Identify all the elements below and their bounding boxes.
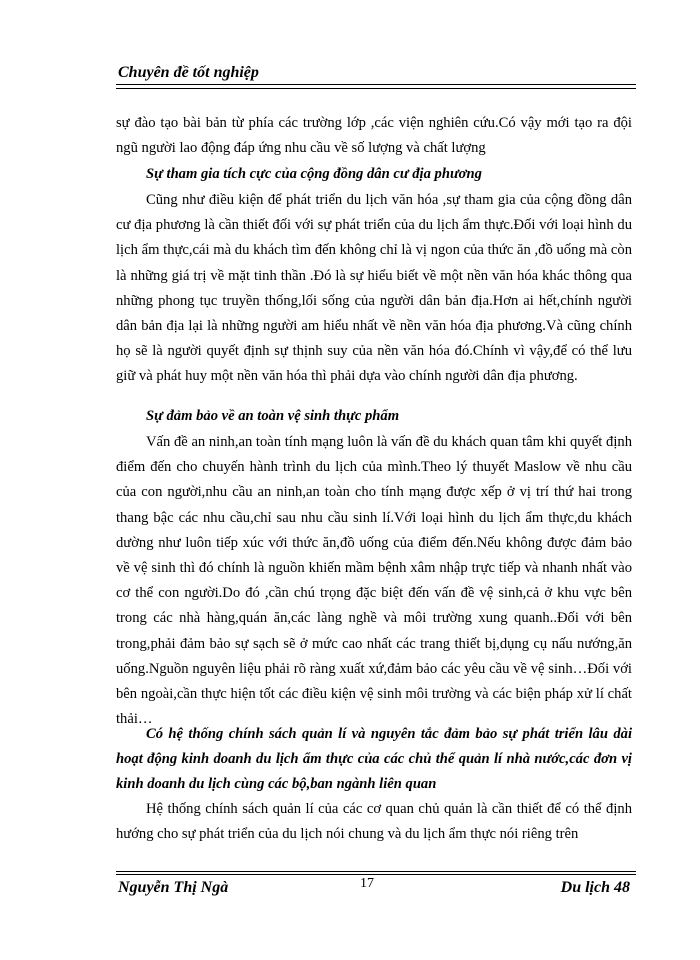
paragraph-community: Cũng như điều kiện để phát triển du lịch văn hóa ,sự tham gia của cộng đồng dân cư địa phương là cần thiết đối với sự phát triển của du lịch ẩm thực.Đối với loại hình du lịch ẩm thực,cái mà du khách tìm đến không chỉ là vị ngon của thức ăn ,đồ uống mà còn là những giá trị về mặt tinh thần .Đó là sự hiểu biết về một nền văn hóa khác thông qua những phong tục truyền thống,lối sống của người dân bản địa.Hơn ai hết,chính người dân bản địa lại là những người am hiểu nhất về nền văn hóa địa phương.Và cũng chính họ sẽ là người quyết định sự thịnh suy của nền văn hóa đó.Chính vì vậy,để có thể lưu giữ và phát huy một nền văn hóa thì phải dựa vào chính người dân địa phương.	[116, 192, 632, 385]
paragraph-intro: sự đào tạo bài bản từ phía các trường lớp ,các viện nghiên cứu.Có vậy mới tạo ra đội ngũ người lao động đáp ứng nhu cầu về số lượng và chất lượng	[116, 115, 632, 157]
page-number: 17	[360, 876, 374, 891]
section-heading-food-safety: Sự đảm bảo về an toàn vệ sinh thực phẩm	[146, 408, 400, 424]
section-heading-policy: Có hệ thống chính sách quản lí và nguyên tắc đảm bảo sự phát triển lâu dài hoạt động kinh doanh du lịch ẩm thực của các chủ thể quản lí nhà nước,các đơn vị kinh doanh du lịch cùng các bộ,ban ngành liên quan	[116, 726, 632, 793]
header-rule-thick	[116, 84, 636, 85]
page-header-title: Chuyên đề tốt nghiệp	[118, 64, 259, 81]
footer-rule-thin	[116, 871, 636, 872]
header-rule-thin	[116, 88, 636, 89]
paragraph-food-safety: Vấn đề an ninh,an toàn tính mạng luôn là vấn đề du khách quan tâm khi quyết định điểm đến cho chuyến hành trình du lịch của mình.Theo lý thuyết Maslow về nhu cầu của con người,nhu cầu an ninh,an toàn cho tính mạng được xếp ở vị trí thứ hai trong thang bậc các nhu cầu,chỉ sau nhu cầu sinh lí.Với loại hình du lịch ẩm thực,du khách dường như luôn tiếp xúc với thức ăn,đồ uống của điểm đến.Nếu không được đảm bảo về vệ sinh thì đó chính là nguồn khiến mầm bệnh xâm nhập trực tiếp và nhanh nhất vào cơ thể con người.Do đó ,cần chú trọng đặc biệt đến vấn đề vệ sinh,cả ở khu vực bên trong các nhà hàng,quán ăn,các làng nghề và môi trường xung quanh..Đối với bên trong,phải đảm bảo sự sạch sẽ ở mức cao nhất các trang thiết bị,dụng cụ nấu nướng,ăn uống.Nguồn nguyên liệu phải rõ ràng xuất xứ,đảm bảo các yêu cầu về vệ sinh…Đối với bên ngoài,cần thực hiện tốt các điều kiện vệ sinh môi trường và các biện pháp xử lí chất thải…	[116, 434, 632, 728]
footer-author: Nguyễn Thị Ngà	[118, 879, 229, 896]
paragraph-policy: Hệ thống chính sách quản lí của các cơ quan chủ quản là cần thiết để có thể định hướng cho sự phát triển của du lịch nói chung và du lịch ẩm thực nói riêng trên	[116, 801, 632, 843]
footer-rule-thick	[116, 874, 636, 875]
section-heading-community: Sự tham gia tích cực của cộng đồng dân cư địa phương	[146, 166, 482, 182]
footer-class-name: Du lịch 48	[560, 879, 630, 896]
